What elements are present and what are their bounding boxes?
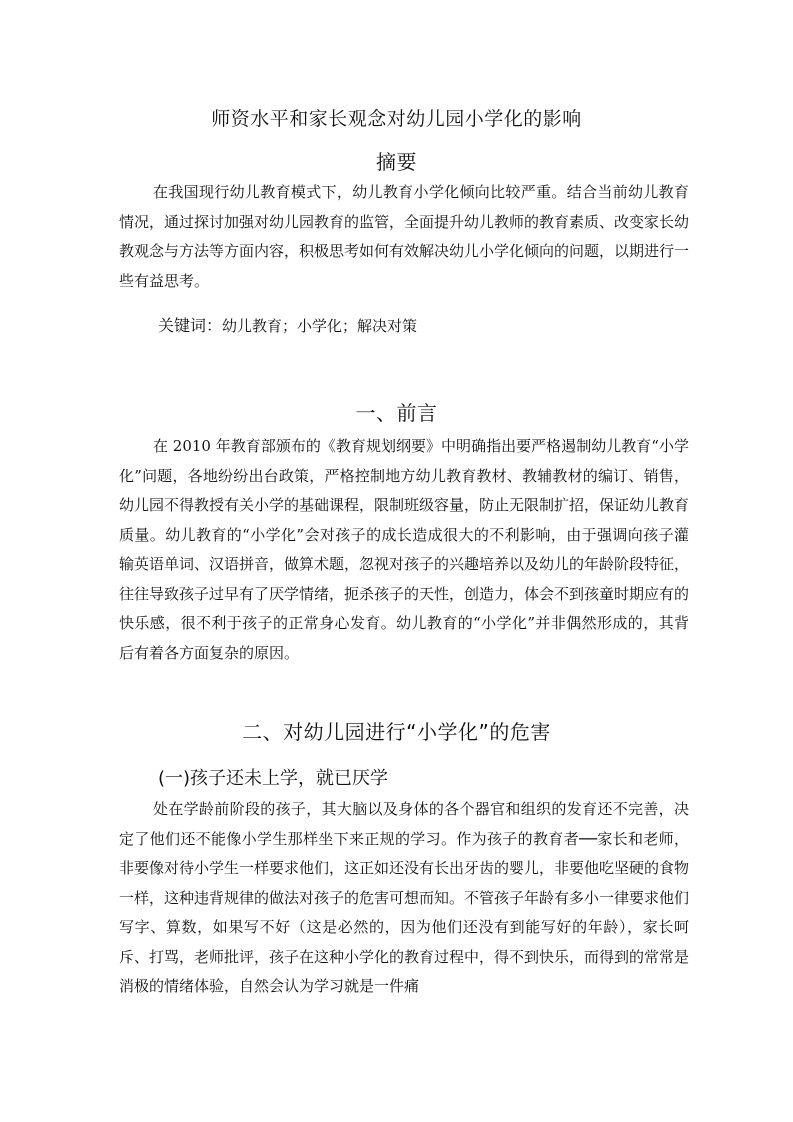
keywords-label: 关键词：	[158, 316, 223, 335]
abstract-heading: 摘要	[376, 150, 417, 174]
section-1-heading: 一、前言	[355, 401, 438, 425]
keywords-text: 幼儿教育；小学化；解决对策	[222, 317, 418, 335]
subsection-1-heading: (一)孩子还未上学，就已厌学	[158, 768, 389, 789]
abstract-paragraph: 在我国现行幼儿教育模式下，幼儿教育小学化倾向比较严重。结合当前幼儿教育情况，通过探讨加强对幼儿园教育的监管，全面提升幼儿教师的教育素质、改变家长幼教观念与方法等方面内容，积极思考如何有效解决幼儿小学化倾向的问题，以期进行一些有益思考。	[119, 183, 690, 290]
section-1-paragraph: 在 2010 年教育部颁布的《教育规划纲要》中明确指出要严格遏制幼儿教育“小学化”问题，各地纷纷出台政策，严格控制地方幼儿教育教材、教辅教材的编订、销售，幼儿园不得教授有关小学的基础课程，限制班级容量，防止无限制扩招，保证幼儿教育质量。幼儿教育的“小学化”会对孩子的成长造成很大的不利影响，由于强调向孩子灌输英语单词、汉语拼音，做算术题，忽视对孩子的兴趣培养以及幼儿的年龄阶段特征，往往导致孩子过早有了厌学情绪，扼杀孩子的天性，创造力，体会不到孩童时期应有的快乐感，很不利于孩子的正常身心发育。幼儿教育的“小学化”并非偶然形成的，其背后有着各方面复杂的原因。	[119, 437, 690, 662]
keywords-line	[158, 314, 417, 339]
subsection-1-paragraph: 处在学龄前阶段的孩子，其大脑以及身体的各个器官和组织的发育还不完善，决定了他们还不能像小学生那样坐下来正规的学习。作为孩子的教育者──家长和老师，非要像对待小学生一样要求他们，这正如还没有长出牙齿的婴儿，非要他吃坚硬的食物一样，这种违背规律的做法对孩子的危害可想而知。不管孩子年龄有多小一律要求他们写字、算数，如果写不好（这是必然的，因为他们还没有到能写好的年龄），家长呵斥、打骂，老师批评，孩子在这种小学化的教育过程中，得不到快乐，而得到的常常是消极的情绪体验，自然会认为学习就是一件痛	[119, 800, 690, 995]
section-2-heading: 二、对幼儿园进行“小学化”的危害	[242, 720, 551, 744]
document-title: 师资水平和家长观念对幼儿园小学化的影响	[211, 108, 582, 130]
